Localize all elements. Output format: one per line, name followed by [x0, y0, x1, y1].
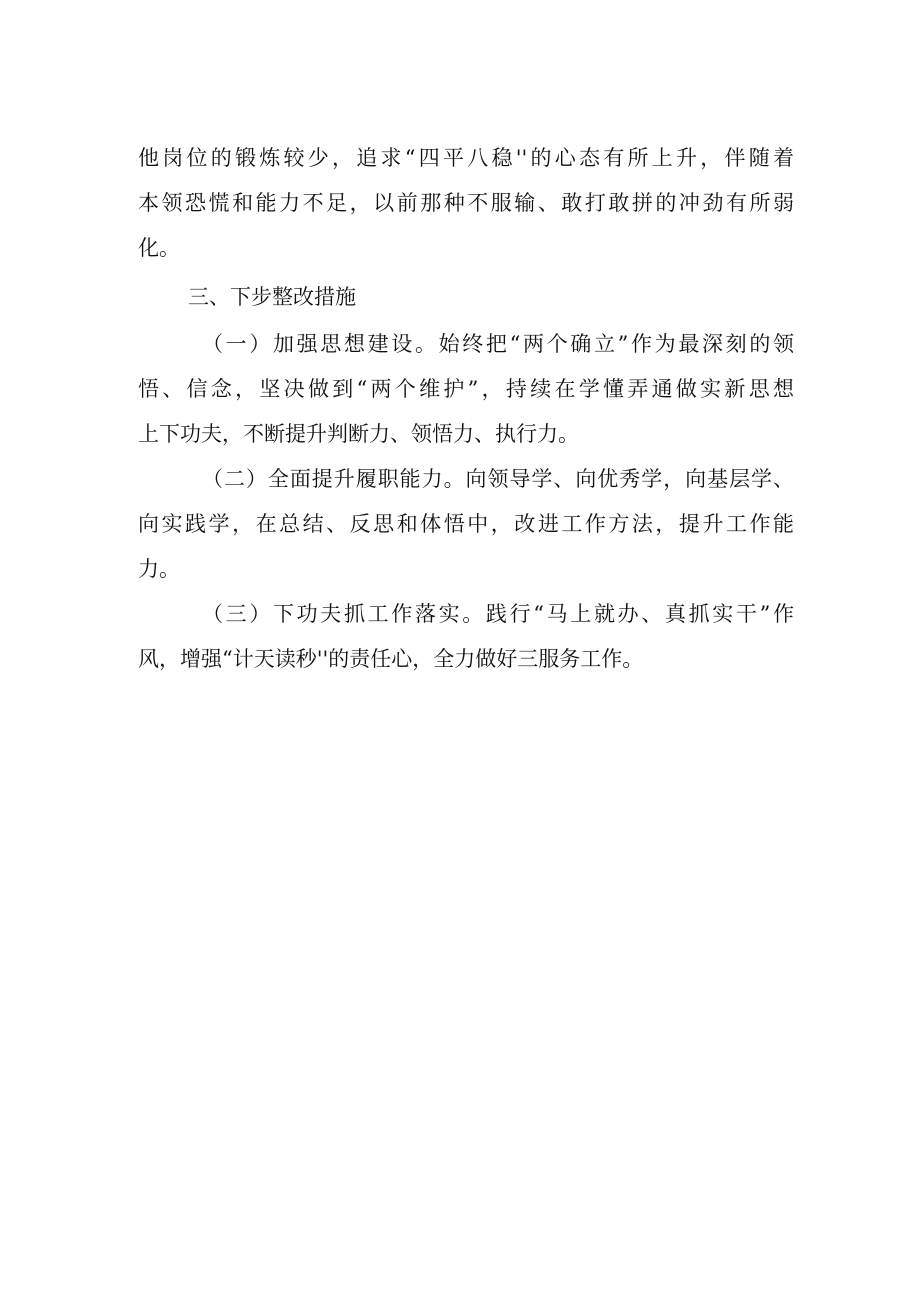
text-line: （二）全面提升履职能力。向领导学、向优秀学，向基层学、 [202, 467, 794, 491]
text-line: 风，增强“计天读秒''的责任心，全力做好三服务工作。 [138, 647, 644, 671]
text-line: （三）下功夫抓工作落实。践行“马上就办、真抓实干”作 [202, 602, 794, 626]
text-line: 本领恐慌和能力不足，以前那种不服输、敢打敢拼的冲劲有所弱 [138, 191, 794, 215]
continued-paragraph [138, 136, 794, 271]
text-line: 他岗位的锻炼较少，追求“四平八稳''的心态有所上升，伴随着 [138, 146, 794, 170]
text-line: 化。 [138, 236, 180, 260]
document-body [138, 136, 794, 682]
text-line: 向实践学，在总结、反思和体悟中，改进工作方法，提升工作能 [138, 512, 794, 536]
section-heading: 三、下步整改措施 [188, 285, 356, 309]
measure-paragraph-3 [138, 592, 794, 682]
text-line: 上下功夫，不断提升判断力、领悟力、执行力。 [138, 422, 579, 446]
text-line: 悟、信念，坚决做到“两个维护”，持续在学懂弄通做实新思想 [138, 377, 794, 401]
text-line: （一）加强思想建设。始终把“两个确立”作为最深刻的领 [202, 332, 794, 356]
measure-paragraph-1 [138, 322, 794, 457]
text-line: 力。 [138, 557, 180, 581]
measure-paragraph-2 [138, 457, 794, 592]
